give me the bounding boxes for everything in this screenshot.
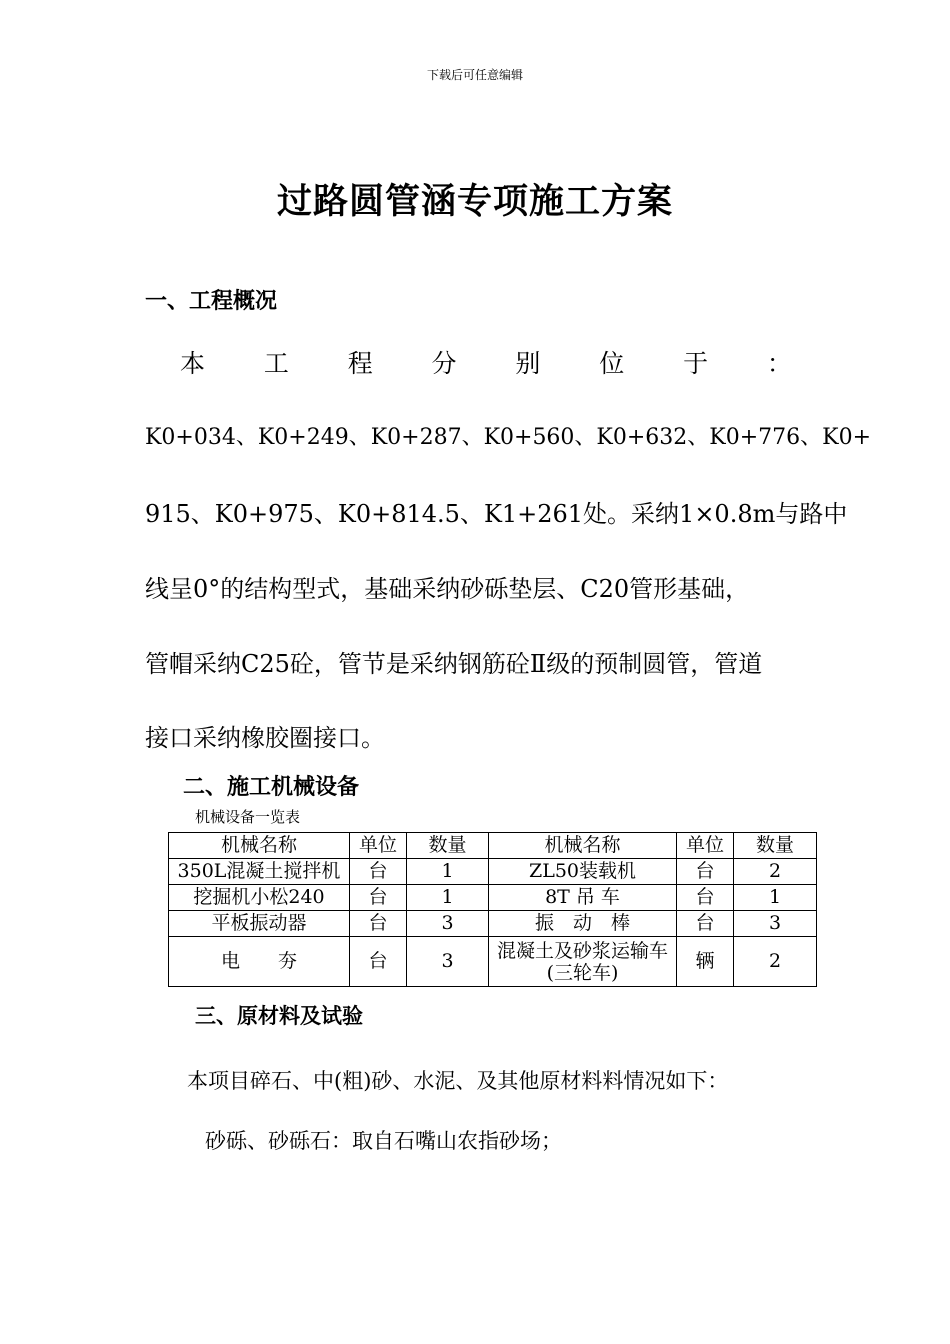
header-cell: 单位 bbox=[350, 833, 407, 859]
spread-char: 分 bbox=[431, 349, 457, 378]
table-cell: 1 bbox=[407, 885, 489, 911]
cell-line: (三轮车) bbox=[546, 961, 619, 984]
table-row bbox=[169, 911, 817, 937]
body-line: 线呈0°的结构型式，基础采纳砂砾垫层、C20管形基础， bbox=[145, 575, 750, 603]
table-header-row bbox=[169, 833, 817, 859]
document-title: 过路圆管涵专项施工方案 bbox=[276, 182, 673, 222]
table-cell: 辆 bbox=[677, 937, 734, 987]
table-cell: 振 动 棒 bbox=[489, 911, 677, 937]
table-cell: 电 夯 bbox=[169, 937, 350, 987]
table-cell: 台 bbox=[350, 885, 407, 911]
section-1-heading: 一、工程概况 bbox=[145, 289, 278, 314]
header-cell: 数量 bbox=[407, 833, 489, 859]
section-1-spread-line bbox=[180, 344, 792, 380]
table-cell: 1 bbox=[734, 885, 817, 911]
table-cell: 1 bbox=[407, 859, 489, 885]
body-line: 915、K0+975、K0+814.5、K1+261处。采纳1×0.8m与路中 bbox=[145, 500, 848, 528]
section-3-heading: 三、原材料及试验 bbox=[195, 1004, 363, 1028]
table-cell bbox=[489, 937, 677, 987]
equipment-table bbox=[168, 832, 817, 987]
paragraph: 本项目碎石、中(粗)砂、水泥、及其他原材料料情况如下： bbox=[187, 1069, 729, 1093]
header-cell: 单位 bbox=[677, 833, 734, 859]
table-cell: 台 bbox=[677, 859, 734, 885]
header-cell: 机械名称 bbox=[489, 833, 677, 859]
spread-char: ： bbox=[766, 349, 792, 378]
table-cell: 挖掘机小松240 bbox=[169, 885, 350, 911]
table-row bbox=[169, 885, 817, 911]
table-cell: 台 bbox=[350, 911, 407, 937]
body-line: 接口采纳橡胶圈接口。 bbox=[145, 724, 385, 752]
cell-line: 混凝土及砂浆运输车 bbox=[496, 939, 668, 962]
table-cell: 2 bbox=[734, 859, 817, 885]
table-cell: ZL50装载机 bbox=[489, 859, 677, 885]
section-2-heading: 二、施工机械设备 bbox=[183, 775, 360, 800]
table-row bbox=[169, 859, 817, 885]
table-cell: 台 bbox=[677, 911, 734, 937]
paragraph: 砂砾、砂砾石：取自石嘴山农指砂场； bbox=[205, 1129, 562, 1153]
table-row bbox=[169, 937, 817, 987]
table-cell: 台 bbox=[350, 859, 407, 885]
spread-char: 工 bbox=[263, 349, 289, 378]
body-line: K0+034、K0+249、K0+287、K0+560、K0+632、K0+776、K0+ bbox=[145, 425, 872, 450]
table-caption: 机械设备一览表 bbox=[195, 808, 301, 826]
spread-char: 程 bbox=[347, 349, 373, 378]
table-cell: 3 bbox=[407, 937, 489, 987]
body-line: 管帽采纳C25砼，管节是采纳钢筋砼Ⅱ级的预制圆管，管道 bbox=[145, 650, 763, 678]
table-cell: 台 bbox=[350, 937, 407, 987]
spread-char: 位 bbox=[599, 349, 625, 378]
spread-char: 于 bbox=[683, 349, 709, 378]
table-cell: 350L混凝土搅拌机 bbox=[169, 859, 350, 885]
table-cell: 平板振动器 bbox=[169, 911, 350, 937]
table-cell: 3 bbox=[734, 911, 817, 937]
table-cell: 3 bbox=[407, 911, 489, 937]
header-cell: 机械名称 bbox=[169, 833, 350, 859]
header-cell: 数量 bbox=[734, 833, 817, 859]
spread-char: 本 bbox=[180, 349, 206, 378]
table-cell: 2 bbox=[734, 937, 817, 987]
header-note: 下载后可任意编辑 bbox=[426, 68, 523, 82]
spread-char: 别 bbox=[515, 349, 541, 378]
table-cell: 台 bbox=[677, 885, 734, 911]
table-cell: 8T 吊 车 bbox=[489, 885, 677, 911]
